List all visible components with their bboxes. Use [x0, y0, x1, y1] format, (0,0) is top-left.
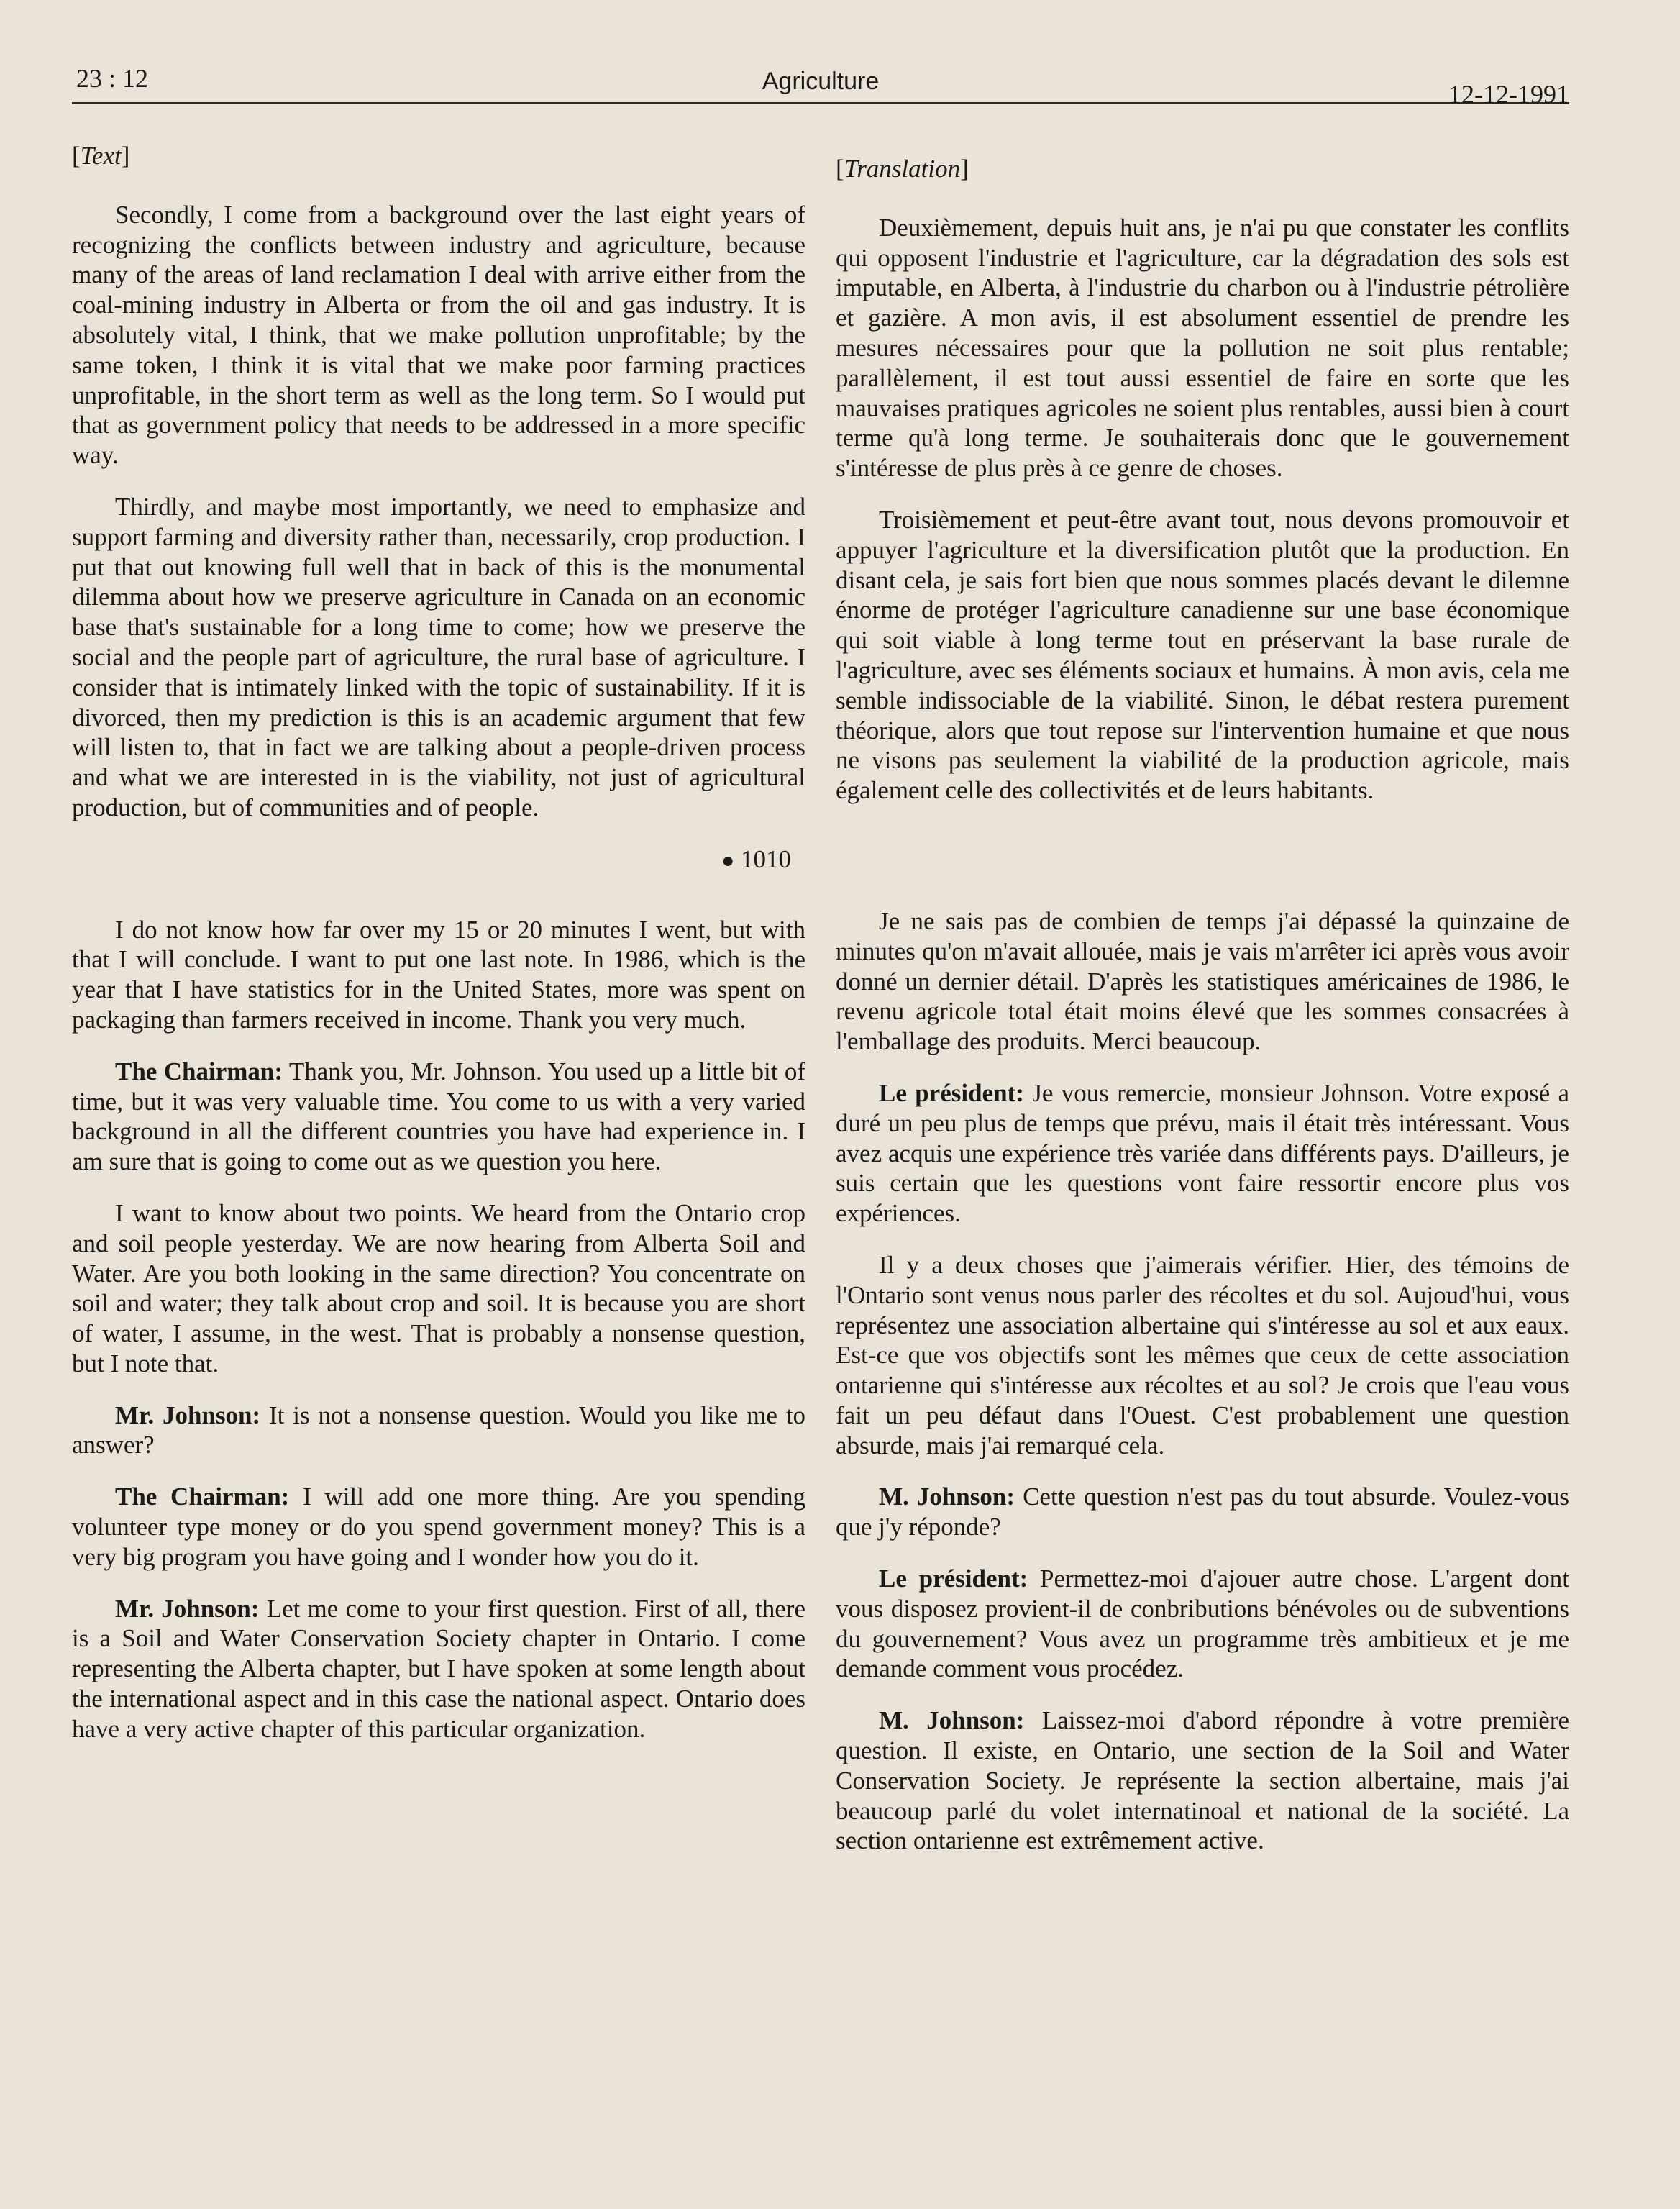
page-header [72, 58, 1569, 109]
speaker-name: M. Johnson: [879, 1482, 1015, 1511]
french-column [836, 154, 1569, 1877]
paragraph: Deuxièmement, depuis huit ans, je n'ai pu que constater les conflits qui opposent l'industrie et l'agriculture, car la dégradation des sols est imputable, en Alberta, à l'industrie du charbon ou à l'industrie pétrolière et gazière. A mon avis, il est absolument essentiel de prendre les mesures nécessaires pour que la pollution ne soit plus rentable; parallèlement, il est tout aussi essentiel de faire en sorte que les mauvaises pratiques agricoles ne soient plus rentables, aussi bien à court terme qu'à long terme. Je souhaiterais donc que le gouvernement s'intéresse de plus près à ce genre de choses. [836, 213, 1569, 483]
speech [836, 1705, 1569, 1856]
translation-label: [Translation] [836, 155, 969, 183]
speech [72, 1482, 805, 1572]
speaker-name: Le président: [879, 1564, 1028, 1593]
speech-text: Thank you, Mr. Johnson. You used up a little bit of time, but it was very valuable time. You come to us with a very varied background in all the different countries you have had experience in. I am sure that is going to come out as we question you here. [72, 1057, 805, 1176]
paragraph: Il y a deux choses que j'aimerais vérifier. Hier, des témoins de l'Ontario sont venus nous parler des récoltes et du sol. Aujoud'hui, vous représentez une association albertaine qui s'intéresse au sol et aux eaux. Est-ce que vos objectifs sont les mêmes que ceux de cette association ontarienne qui s'intéresse aux récoltes et au sol? Je crois que l'eau vous fait un peu défaut dans l'Ouest. C'est probablement une question absurde, mais j'ai remarqué cela. [836, 1250, 1569, 1459]
speech-text: Permettez-moi d'ajouer autre chose. L'argent dont vous disposez provient-il de conbributions bénévoles ou de subventions du gouvernement? Vous avez un programme très ambitieux et je me demande comment vous procédez. [836, 1564, 1570, 1683]
sitting-date: 12-12-1991 [1448, 80, 1569, 109]
speech [72, 1057, 805, 1177]
page-number: 23 : 12 [76, 64, 149, 93]
speech [836, 1078, 1569, 1229]
speech-text: It is not a nonsense question. Would you like me to answer? [72, 1400, 806, 1459]
speaker-name: Le président: [879, 1078, 1024, 1107]
speaker-name: M. Johnson: [879, 1706, 1025, 1735]
bullet-icon: ● [721, 848, 735, 873]
running-title: Agriculture [762, 68, 880, 95]
speaker-name: The Chairman: [115, 1057, 283, 1085]
speech [836, 1482, 1569, 1542]
paragraph: Secondly, I come from a background over the last eight years of recognizing the conflicts between industry and agriculture, because many of the areas of land reclamation I deal with arrive either from the coal-mining industry in Alberta or from the oil and gas industry. It is absolutely vital, I think, that we make pollution unprofitable; by the same token, I think it is vital that we make poor farming practices unprofitable, in the short term as well as the long term. So I would put that as government policy that needs to be addressed in a more specific way. [72, 200, 805, 470]
speech-text: I will add one more thing. Are you spending volunteer type money or do you spend government money? This is a very big program you have going and I wonder how you do it. [72, 1482, 805, 1571]
paragraph: Troisièmement et peut-être avant tout, nous devons promouvoir et appuyer l'agriculture et la diversification plutôt que la production. En disant cela, je sais fort bien que nous sommes placés devant le dilemne énorme de protéger l'agriculture canadienne sur une base économique qui soit viable à long terme tout en préservant la base rurale de l'agriculture, avec ses éléments sociaux et humains. À mon avis, cela me semble indissociable de la viabilité. Sinon, le débat restera purement théorique, alors que tout repose sur l'intervention humaine et que nous ne visons pas seulement la viabilité de la production agricole, mais également celle des collectivités et de leurs habitants. [836, 505, 1569, 805]
spacer [836, 827, 1569, 906]
time-marker: ● 1010 [721, 844, 791, 873]
text-label: [Text] [72, 142, 130, 170]
speech-text: Let me come to your first question. First of all, there is a Soil and Water Conservation Society chapter in Ontario. I come representing the Alberta chapter, but I have spoken at some length about the international aspect and in this case the national aspect. Ontario does have a very active chapter of this particular organization. [72, 1594, 805, 1743]
paragraph: I do not know how far over my 15 or 20 minutes I went, but with that I will conclude. I want to put one last note. In 1986, which is the year that I have statistics for in the United States, more was spent on packaging than farmers received in income. Thank you very much. [72, 915, 805, 1034]
paragraph: Je ne sais pas de combien de temps j'ai dépassé la quinzaine de minutes qu'on m'avait allouée, mais je vais m'arrêter ici après vous avoir donné un dernier détail. D'après les statistiques américaines de 1986, le revenu agricole total était moins élevé que les sommes consacrées à l'emballage des produits. Merci beaucoup. [836, 906, 1569, 1056]
speech [72, 1400, 805, 1461]
speaker-name: The Chairman: [115, 1482, 290, 1511]
paragraph: I want to know about two points. We heard from the Ontario crop and soil people yesterday. We are now hearing from Alberta Soil and Water. Are you both looking in the same direction? You concentrate on soil and water; they talk about crop and soil. It is because you are short of water, I assume, in the west. That is probably a nonsense question, but I note that. [72, 1198, 805, 1377]
speaker-name: Mr. Johnson: [115, 1400, 261, 1429]
speech [836, 1564, 1569, 1684]
speech [72, 1594, 805, 1744]
speech-text: Laissez-moi d'abord répondre à votre première question. Il existe, en Ontario, une section de la Soil and Water Conservation Society. Je représente la section albertaine, mais j'ai beaucoup parlé du volet internatinoal et national de la société. La section ontarienne est extrêmement active. [836, 1706, 1569, 1855]
speaker-name: Mr. Johnson: [115, 1594, 260, 1623]
speech-text: Je vous remercie, monsieur Johnson. Votre exposé a duré un peu plus de temps que prévu, mais il était très intéressant. Vous avez acquis une expérience très variée dans différents pays. D'ailleurs, je suis certain que les questions vont faire ressortir encore plus vos expériences. [836, 1078, 1569, 1228]
speech-text: Cette question n'est pas du tout absurde. Voulez-vous que j'y réponde? [836, 1482, 1569, 1541]
english-column [72, 141, 805, 1766]
paragraph: Thirdly, and maybe most importantly, we need to emphasize and support farming and diversity rather than, necessarily, crop production. I put that out knowing full well that in back of this is the monumental dilemma about how we preserve agriculture in Canada on an economic base that's sustainable for a long time to come; how we preserve the social and the people part of agriculture, the rural base of agriculture. I consider that is intimately linked with the topic of sustainability. If it is divorced, then my prediction is this is an academic argument that few will listen to, that in fact we are talking about a people-driven process and what we are interested in is the viability, not just of agricultural production, but of communities and of people. [72, 492, 805, 821]
